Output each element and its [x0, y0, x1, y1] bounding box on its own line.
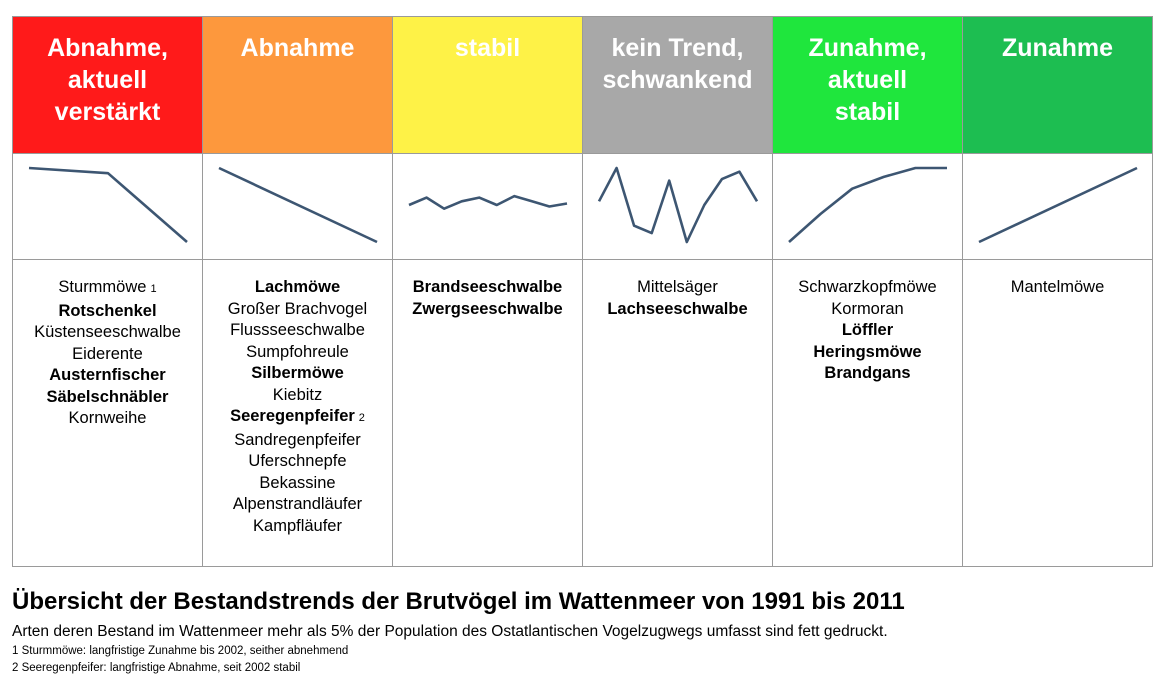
- trend-sparkline: [393, 154, 583, 259]
- species-name: Austernfischer: [49, 366, 166, 384]
- footnote-1: 1 Sturmmöwe: langfristige Zunahme bis 2002, seither abnehmend: [12, 645, 349, 657]
- footnote-marker: 1: [150, 283, 157, 295]
- trend-line: [219, 168, 377, 242]
- category-header: [583, 17, 773, 154]
- category-label: stabil: [454, 34, 521, 62]
- trend-line: [599, 168, 757, 242]
- trend-cell: [963, 154, 1153, 260]
- species-name: Lachmöwe: [254, 278, 341, 296]
- figure-subtitle: Arten deren Bestand im Wattenmeer mehr als 5% der Population des Ostatlantischen Vogelzugwegs umfasst sind fett gedruckt.: [12, 623, 888, 640]
- category-label: Zunahme, aktuell stabil: [808, 34, 927, 126]
- species-name: Bekassine: [259, 473, 336, 492]
- category-header: [393, 17, 583, 154]
- trend-cell: [773, 154, 963, 260]
- category-header-row: [13, 17, 1153, 154]
- species-list: [773, 260, 962, 385]
- trend-sparkline: [13, 154, 203, 259]
- trend-line: [29, 168, 187, 242]
- species-cell: [773, 260, 963, 567]
- species-name: Kornweihe: [68, 409, 147, 427]
- species-row: [13, 260, 1153, 567]
- trend-cell: [393, 154, 583, 260]
- species-name: Sumpfohreule: [246, 342, 349, 361]
- species-list: [963, 260, 1152, 299]
- species-cell: [963, 260, 1153, 567]
- trend-cell: [203, 154, 393, 260]
- trend-line: [409, 196, 567, 209]
- footnote-marker: 2: [358, 412, 365, 424]
- species-name: Kiebitz: [272, 385, 323, 404]
- species-cell: [393, 260, 583, 567]
- species-name: Brandseeschwalbe: [412, 278, 563, 296]
- species-name: Großer Brachvogel: [227, 299, 368, 318]
- species-name: Kormoran: [831, 299, 904, 318]
- species-list: [203, 260, 392, 537]
- species-name: Sandregenpfeifer: [234, 430, 361, 449]
- category-header: [773, 17, 963, 154]
- trend-line: [979, 168, 1137, 242]
- trend-table: [12, 16, 1153, 567]
- species-name: Zwergseeschwalbe: [412, 299, 563, 318]
- trend-line-row: [13, 154, 1153, 260]
- species-name: Sturmmöwe 1: [58, 278, 157, 296]
- species-name: Kampfläufer: [253, 516, 342, 535]
- species-list: [393, 260, 582, 320]
- category-header: [13, 17, 203, 154]
- trend-cell: [583, 154, 773, 260]
- category-label: Abnahme: [240, 34, 355, 62]
- trend-sparkline: [583, 154, 773, 259]
- species-name: Löffler: [841, 321, 894, 339]
- species-name: Brandgans: [824, 364, 911, 382]
- trend-sparkline: [773, 154, 963, 259]
- species-name: Alpenstrandläufer: [232, 495, 363, 513]
- trend-cell: [13, 154, 203, 260]
- species-name: Mantelmöwe: [1010, 278, 1105, 296]
- category-label: Zunahme: [1001, 34, 1114, 62]
- species-cell: [203, 260, 393, 567]
- species-name: Schwarzkopfmöwe: [798, 278, 937, 296]
- species-name: Silbermöwe: [251, 364, 344, 382]
- species-name: Seeregenpfeifer 2: [230, 407, 365, 425]
- trend-line: [789, 168, 947, 242]
- footnote-2: 2 Seeregenpfeifer: langfristige Abnahme, seit 2002 stabil: [12, 662, 301, 674]
- species-name: Lachseeschwalbe: [607, 299, 748, 318]
- species-cell: [13, 260, 203, 567]
- species-name: Flussseeschwalbe: [230, 321, 365, 339]
- species-name: Eiderente: [72, 344, 143, 363]
- trend-sparkline: [963, 154, 1153, 259]
- species-name: Küstenseeschwalbe: [34, 323, 181, 341]
- species-name: Säbelschnäbler: [46, 387, 169, 406]
- category-header: [203, 17, 393, 154]
- trend-sparkline: [203, 154, 393, 259]
- species-cell: [583, 260, 773, 567]
- category-label: kein Trend, schwankend: [602, 34, 753, 94]
- category-header: [963, 17, 1153, 154]
- species-list: [13, 260, 202, 430]
- category-label: Abnahme, aktuell verstärkt: [47, 34, 168, 126]
- species-name: Heringsmöwe: [813, 342, 922, 361]
- species-name: Rotschenkel: [58, 301, 157, 320]
- figure-title: Übersicht der Bestandstrends der Brutvögel im Wattenmeer von 1991 bis 2011: [12, 588, 905, 615]
- species-name: Uferschnepfe: [248, 452, 347, 470]
- species-list: [583, 260, 772, 320]
- species-name: Mittelsäger: [637, 278, 718, 296]
